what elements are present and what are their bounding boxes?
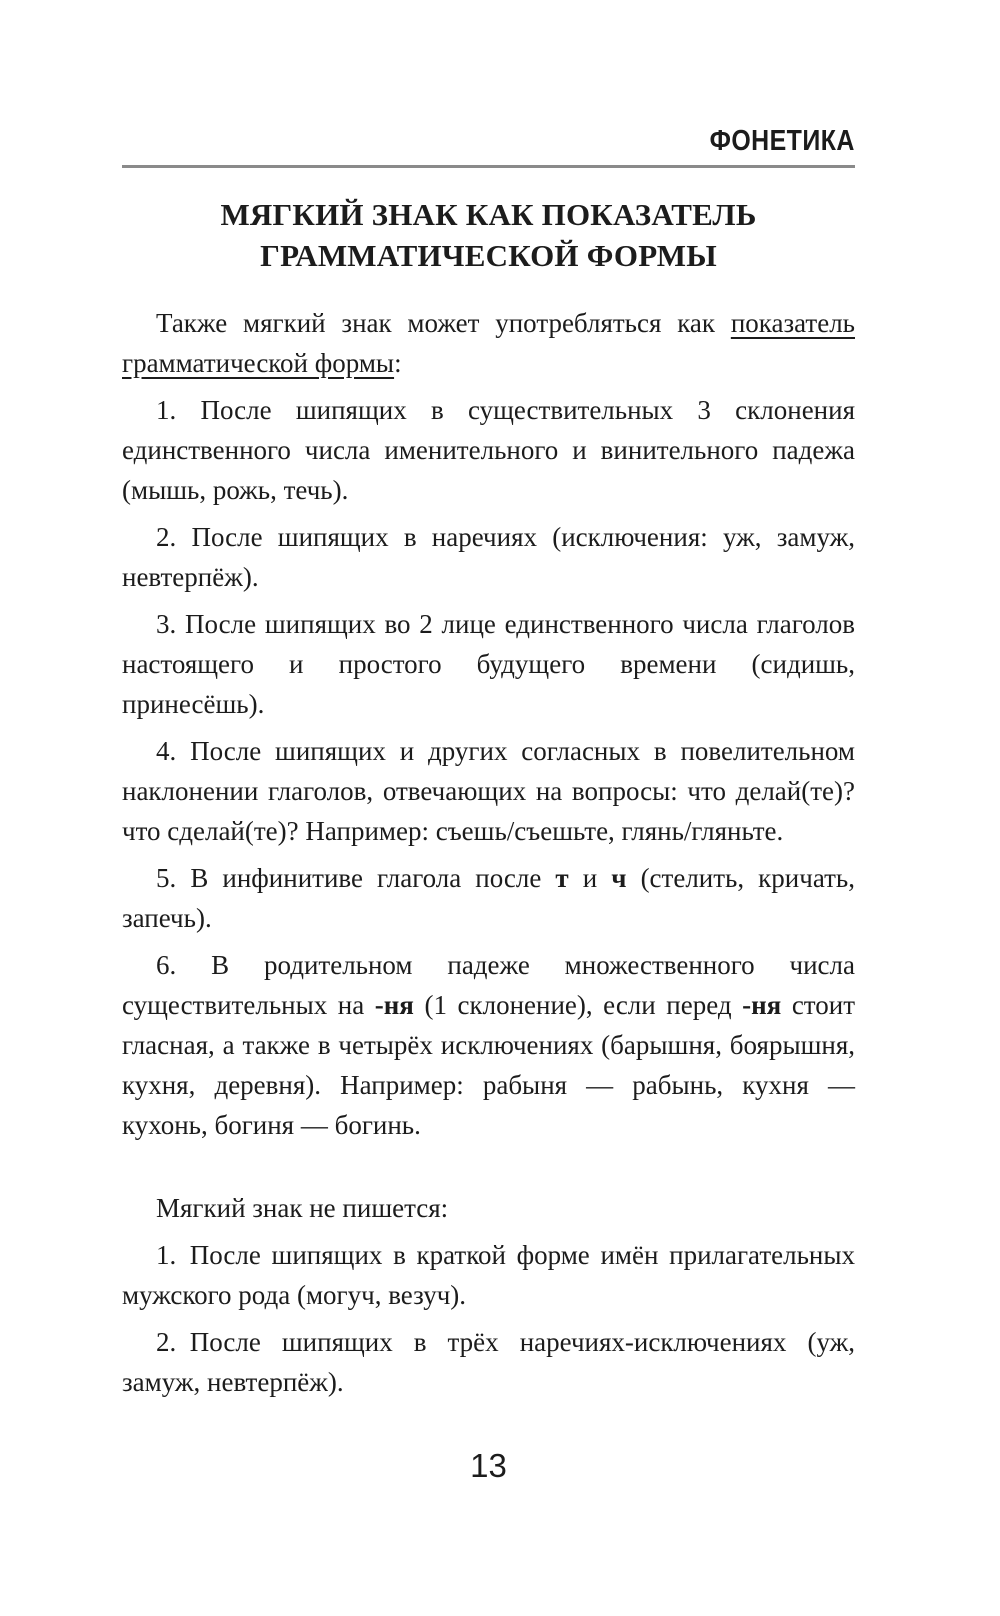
- text-run: 1. После шипящих в существительных 3 склонения единственного числа именительного и винительного падежа (мышь, рожь, течь).: [122, 395, 855, 505]
- text-run: 5. В инфинитиве глагола после: [156, 863, 556, 893]
- content: [122, 303, 855, 1402]
- text-run: Также мягкий знак может употребляться как: [156, 308, 731, 338]
- header-rule: [122, 165, 855, 168]
- paragraph: [122, 303, 855, 383]
- text-run: и: [568, 863, 612, 893]
- paragraph: [122, 858, 855, 938]
- paragraph: [122, 517, 855, 597]
- running-head: [122, 124, 855, 158]
- paragraph: [122, 1235, 855, 1315]
- paragraph: [122, 1322, 855, 1402]
- paragraph: [122, 731, 855, 851]
- bold-text: ч: [611, 863, 627, 893]
- page-number: 13: [470, 1447, 507, 1484]
- text-run: 1. После шипящих в краткой форме имён прилагательных мужского рода (могуч, везуч).: [122, 1240, 855, 1310]
- text-run: (стелить, кричать, запечь).: [122, 863, 855, 933]
- paragraph: [122, 390, 855, 510]
- text-run: (1 склонение), если перед: [413, 990, 743, 1020]
- page-title: [122, 194, 855, 276]
- text-run: 2. После шипящих в трёх наречиях-исключениях (уж, замуж, невтерпёж).: [122, 1327, 855, 1397]
- page-title-line2: ГРАММАТИЧЕСКОЙ ФОРМЫ: [260, 238, 717, 273]
- text-run: 6. В родительном падеже множественного числа существительных на: [122, 950, 855, 1020]
- text-run: 4. После шипящих и других согласных в повелительном наклонении глаголов, отвечающих на вопросы: что делай(те)? что сделай(те)? Например: съешь/съешьте, глянь/гляньте.: [122, 736, 855, 846]
- paragraph: [122, 945, 855, 1145]
- paragraph: [122, 604, 855, 724]
- section-heading: [122, 1188, 855, 1228]
- underlined-text: показатель грамматической формы: [122, 308, 855, 378]
- running-head-label: ФОНЕТИКА: [709, 125, 855, 157]
- bold-text: -ня: [374, 990, 414, 1020]
- page-title-line1: МЯГКИЙ ЗНАК КАК ПОКАЗАТЕЛЬ: [220, 197, 757, 232]
- text-run: :: [394, 348, 402, 378]
- text-run: Мягкий знак не пишется:: [156, 1193, 449, 1223]
- text-run: 3. После шипящих во 2 лице единственного числа глаголов настоящего и простого будущего времени (сидишь, принесёшь).: [122, 609, 855, 719]
- text-run: стоит гласная, а также в четырёх исключениях (барышня, боярышня, кухня, деревня). Например: рабыня — рабынь, кухня — кухонь, богиня — богинь.: [122, 990, 856, 1140]
- bold-text: -ня: [742, 990, 782, 1020]
- bold-text: т: [555, 863, 569, 893]
- text-run: 2. После шипящих в наречиях (исключения: уж, замуж, невтерпёж).: [122, 522, 855, 592]
